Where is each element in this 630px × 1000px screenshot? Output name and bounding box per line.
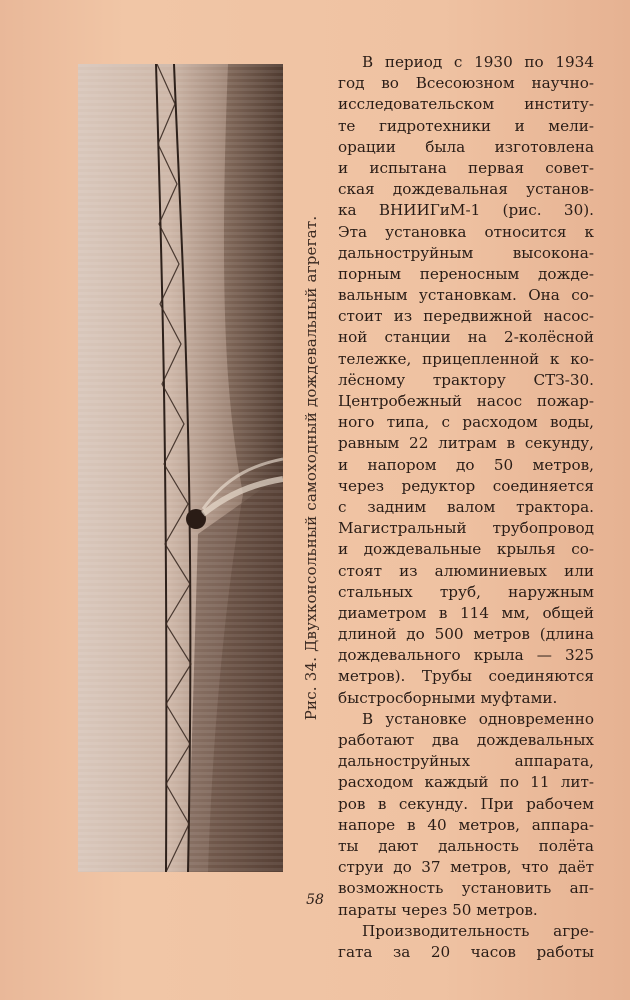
text-line: Эта установка относится к [338,222,594,241]
text-line: порным переносным дожде- [338,264,594,283]
text-line: быстросборными муфтами. [338,688,558,707]
text-line: стальных труб, наружным [338,582,594,601]
text-line: ты дают дальность полёта [338,836,594,855]
text-line: возможность установить ап- [338,879,594,898]
text-line: ка ВНИИГиМ-1 (рис. 30). [338,201,594,220]
text-line: Центробежный насос пожар- [338,392,594,410]
sprinkler-truss-image [78,64,283,872]
text-line: исследовательском институ- [338,95,594,114]
text-line: и дождевальные крылья со- [338,540,594,559]
text-line: ская дождевальная установ- [338,180,594,199]
text-line: дальноструйным высокона- [338,243,594,262]
page-number: 58 [306,892,324,908]
text-line: равным 22 литрам в секунду, [338,434,594,453]
text-line: Производительность агре- [362,921,594,940]
text-line: с задним валом трактора. [338,497,594,516]
text-line: Магистральный трубопровод [338,519,594,538]
text-line: через редуктор соединяется [338,476,594,495]
text-line: дальноструйных аппарата, [338,752,594,771]
text-line: и напором до 50 метров, [338,455,594,474]
text-line: работают два дождевальных [338,731,594,749]
text-line: стоят из алюминиевых или [338,561,594,580]
text-line: год во Всесоюзном научно- [338,74,594,93]
text-line: диаметром в 114 мм, общей [338,603,594,622]
text-line: В установке одновременно [362,709,594,728]
text-line: напоре в 40 метров, аппара- [338,815,594,834]
text-line: вальным установкам. Она со- [338,286,594,305]
text-line: параты через 50 метров. [338,900,538,919]
text-line: длиной до 500 метров (длина [338,625,594,644]
text-line: ной станции на 2-колёсной [338,328,594,347]
text-line: те гидротехники и мели- [338,116,594,135]
figure-caption-area [294,64,328,872]
text-line: метров). Трубы соединяются [338,667,594,686]
text-line: струи до 37 метров, что даёт [338,858,594,877]
text-line: гата за 20 часов работы [338,942,594,961]
text-line: ров в секунду. При рабочем [338,794,594,813]
text-line: стоит из передвижной насос- [338,307,594,326]
text-line: орации была изготовлена [338,137,594,156]
figure-caption: Рис. 34. Двухконсольный самоходный дождевальный агрегат. [302,215,320,721]
figure-photo [78,64,283,872]
text-line: лёсному трактору СТЗ-30. [338,370,594,389]
text-line: В период с 1930 по 1934 [362,53,594,71]
text-line: тележке, прицепленной к ко- [338,349,594,368]
text-line: расходом каждый по 11 лит- [338,773,594,792]
text-line: и испытана первая совет- [338,158,594,177]
text-line: дождевального крыла — 325 [338,646,594,665]
body-text [338,52,594,963]
text-line: ного типа, с расходом воды, [338,413,594,432]
